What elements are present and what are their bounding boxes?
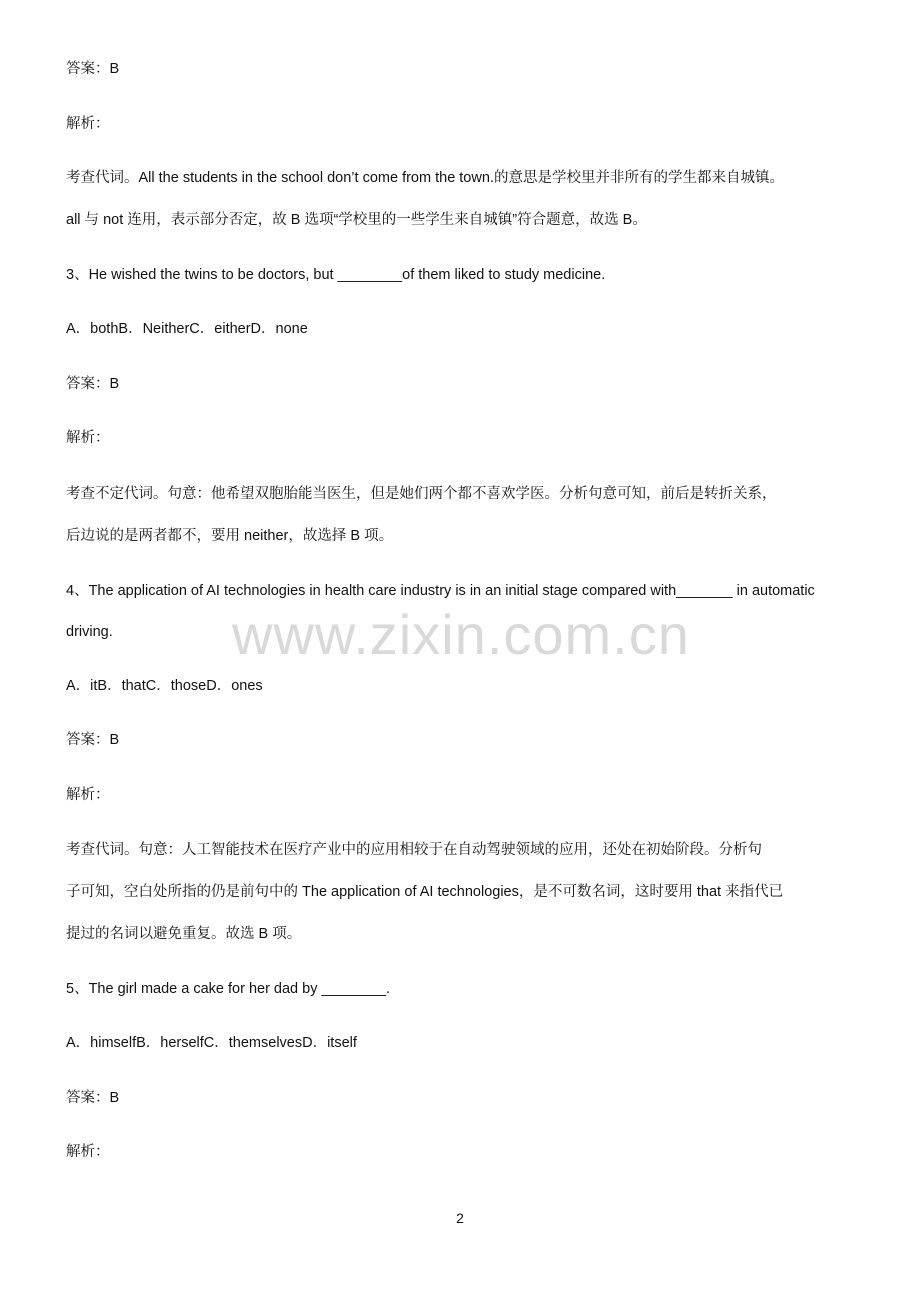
watermark: www.zixin.com.cn	[232, 603, 690, 666]
analysis-text-4b: 子可知，空白处所指的仍是前句中的 The application of AI technologies，是不可数名词，这时要用 that 来指代已	[66, 884, 784, 900]
analysis-text-4c: 提过的名词以避免重复。故选 B 项。	[66, 926, 302, 942]
analysis-text-3a: 考查不定代词。句意：他希望双胞胎能当医生，但是她们两个都不喜欢学医。分析句意可知，前后是转折关系，	[66, 486, 777, 502]
analysis-text-1a: 考查代词。All the students in the school don’t come from the town.的意思是学校里并非所有的学生都来自城镇。	[66, 170, 784, 186]
analysis-label-1: 解析：	[66, 116, 110, 132]
answer-line-5: 答案：B	[66, 1090, 120, 1106]
answer-line-1: 答案：B	[66, 61, 120, 77]
options-4: A．itB．thatC．thoseD．ones	[66, 678, 263, 694]
analysis-text-3b: 后边说的是两者都不，要用 neither，故选择 B 项。	[66, 528, 394, 544]
question-3: 3、He wished the twins to be doctors, but ________of them liked to study medicine.	[66, 267, 606, 283]
options-5: A．himselfB．herselfC．themselvesD．itself	[66, 1035, 357, 1051]
question-4a: 4、The application of AI technologies in health care industry is in an initial stage compared with_______ in automatic	[66, 583, 815, 599]
answer-line-3: 答案：B	[66, 376, 120, 392]
analysis-text-1b: all 与 not 连用，表示部分否定，故 B 选项“学校里的一些学生来自城镇”符合题意，故选 B。	[66, 212, 647, 228]
question-5: 5、The girl made a cake for her dad by ________.	[66, 981, 391, 997]
page-number: 2	[456, 1210, 464, 1226]
analysis-label-5: 解析：	[66, 1144, 110, 1160]
analysis-text-4a: 考查代词。句意：人工智能技术在医疗产业中的应用相较于在自动驾驶领域的应用，还处在初始阶段。分析句	[66, 842, 762, 858]
question-4b: driving.	[66, 624, 113, 640]
options-3: A．bothB．NeitherC．eitherD．none	[66, 321, 308, 337]
analysis-label-3: 解析：	[66, 430, 110, 446]
answer-line-4: 答案：B	[66, 732, 120, 748]
analysis-label-4: 解析：	[66, 787, 110, 803]
